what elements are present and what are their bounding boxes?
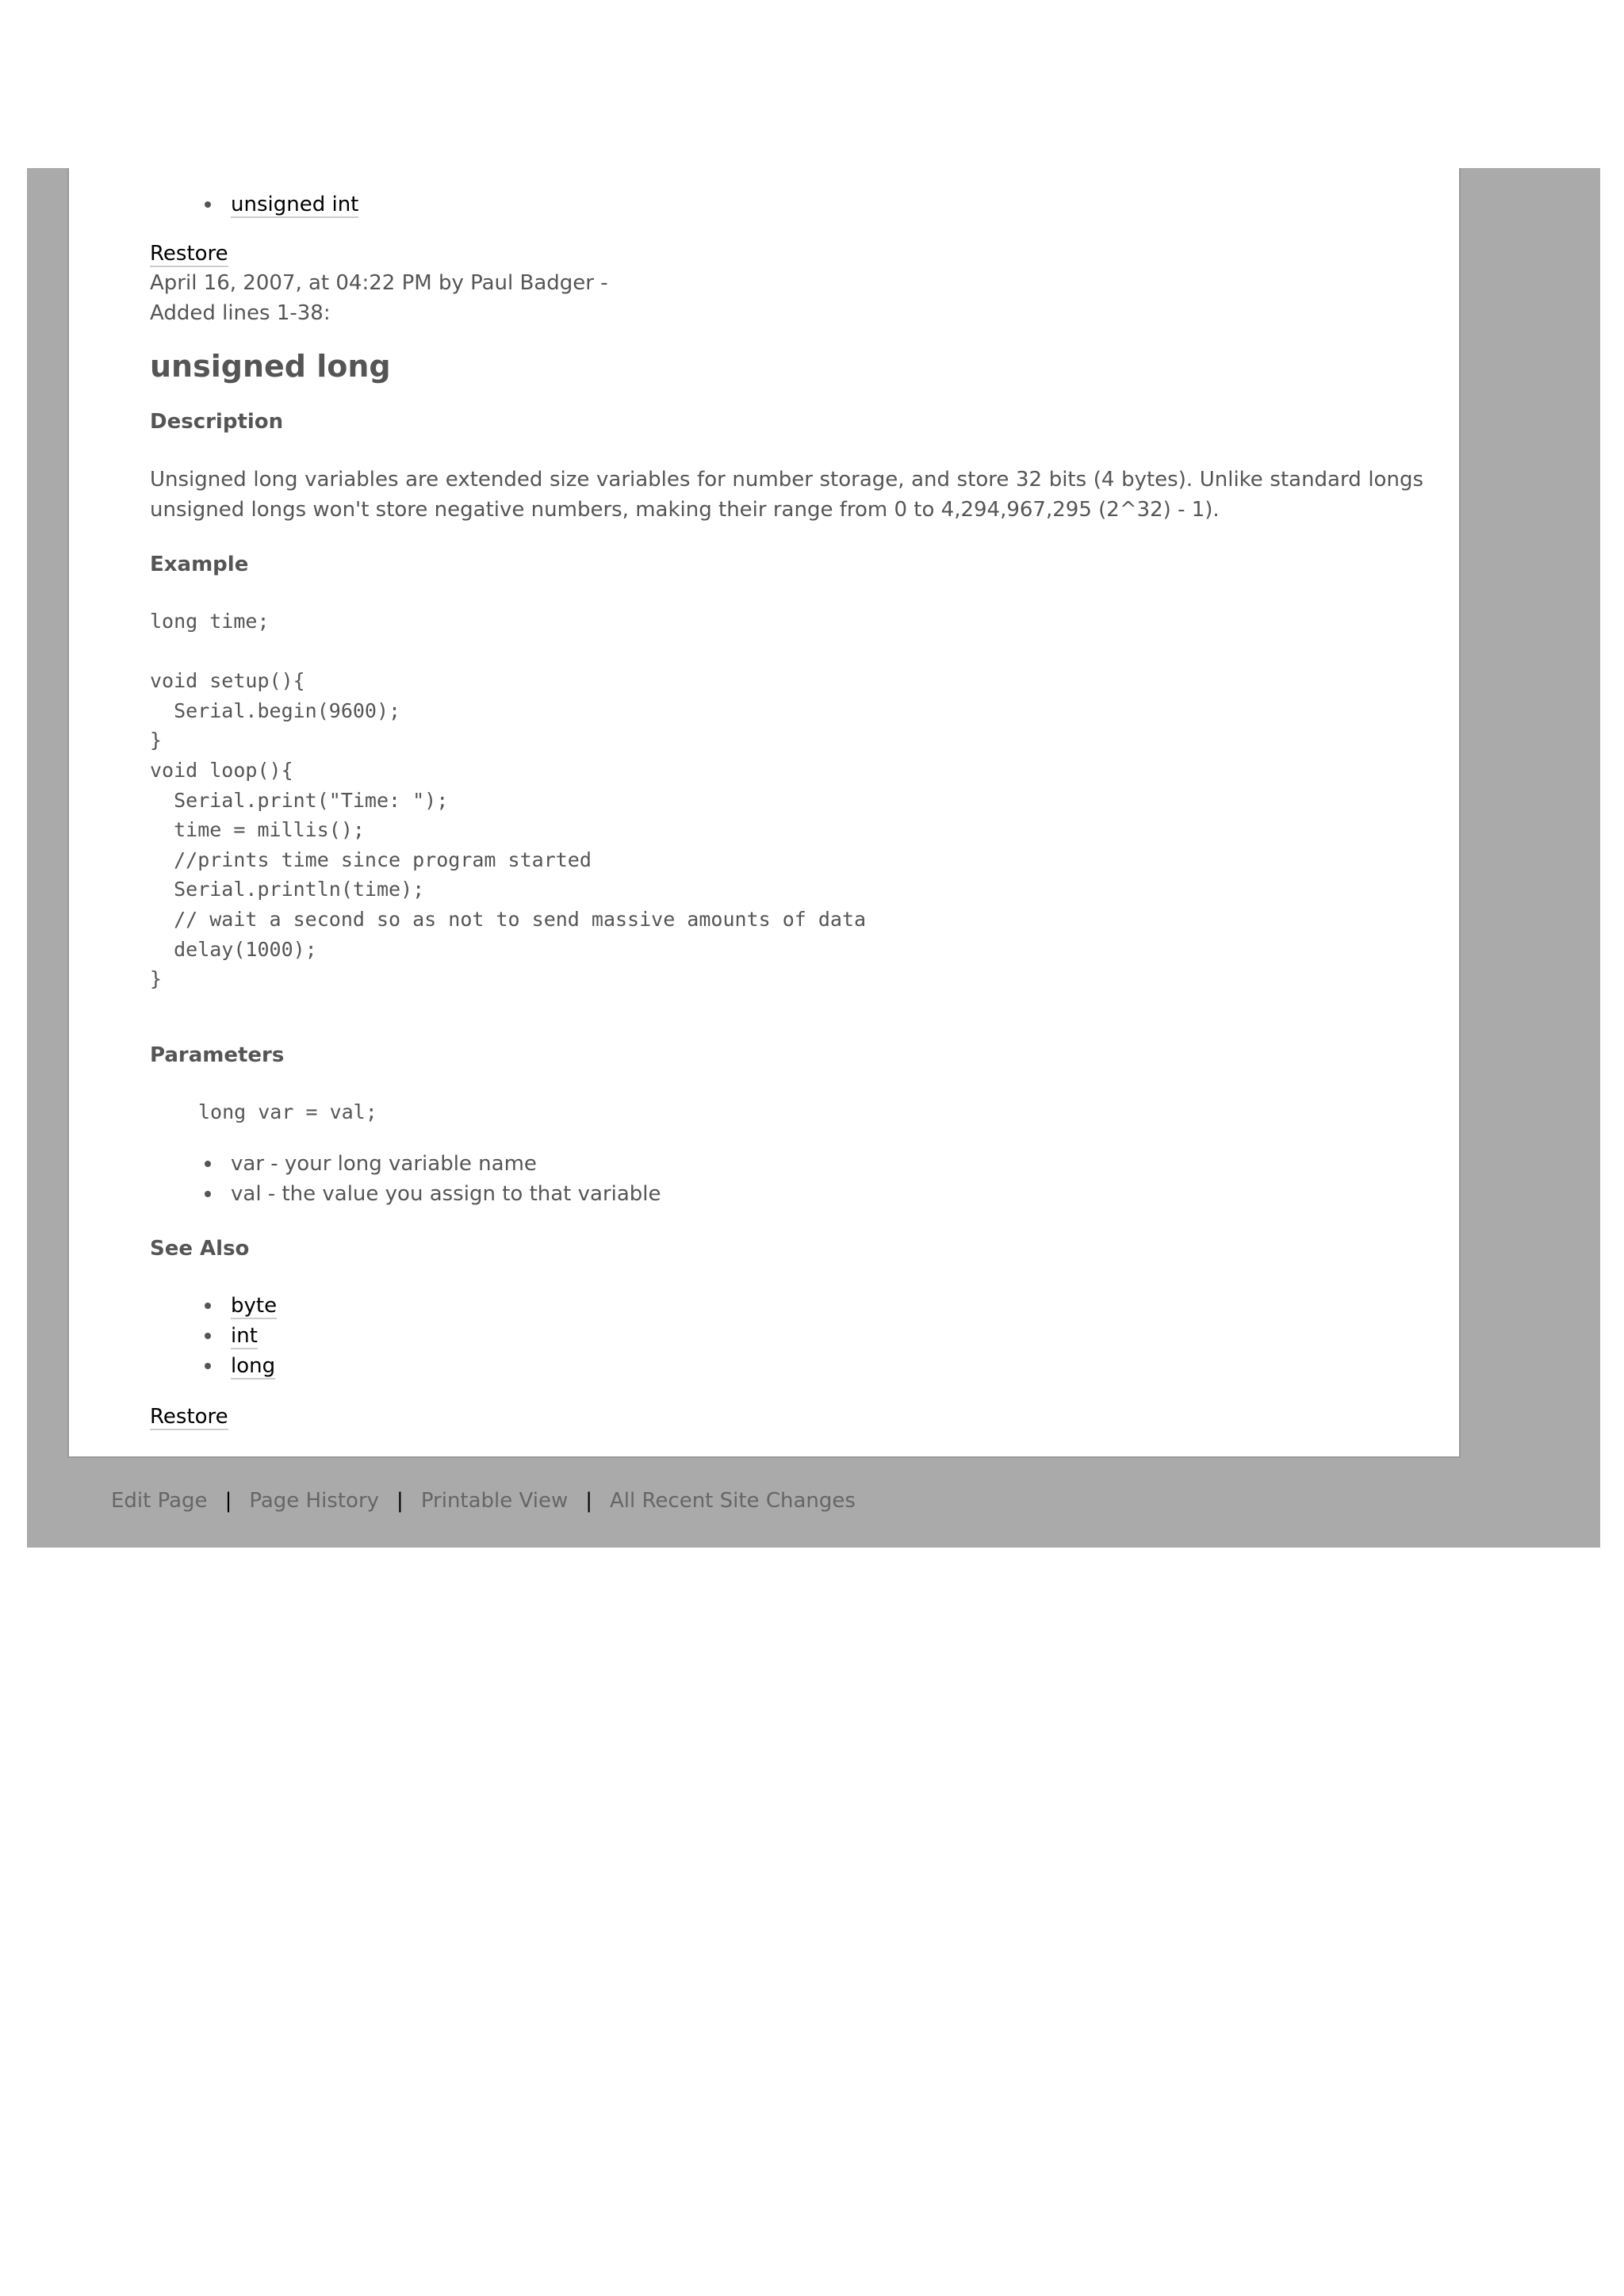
page-history-link[interactable]: Page History [249,1489,380,1513]
parameters-code: long var = val; [198,1100,377,1123]
list-bullet [205,1303,211,1309]
page-title: unsigned long [150,349,391,384]
parameter-item: var - your long variable name [231,1152,537,1176]
list-bullet [205,1161,211,1167]
footer-separator: | [585,1489,593,1513]
example-heading: Example [150,553,249,576]
list-bullet [205,1333,211,1339]
footer-separator: | [224,1489,232,1513]
list-bullet [205,1363,211,1369]
see-also-link-int[interactable]: int [231,1324,258,1348]
list-bullet [205,201,211,208]
revision-added: Added lines 1-38: [150,301,331,325]
revision-meta: April 16, 2007, at 04:22 PM by Paul Badger - [150,271,608,295]
see-also-link-long[interactable]: long [231,1354,276,1378]
list-bullet [205,1191,211,1197]
see-also-heading: See Also [150,1237,250,1261]
description-line-1: Unsigned long variables are extended size variables for number storage, and store 32 bits (4 bytes). Unlike standard longs [150,468,1423,492]
parameter-item: val - the value you assign to that variable [231,1182,661,1206]
footer-separator: | [396,1489,404,1513]
restore-link-top[interactable]: Restore [150,242,228,266]
link-unsigned-int[interactable]: unsigned int [231,193,359,216]
content-panel [67,168,1461,1458]
description-line-2: unsigned longs won't store negative numbers, making their range from 0 to 4,294,967,295 (2^32) - 1). [150,498,1220,522]
footer-nav [111,1489,856,1513]
see-also-link-byte[interactable]: byte [231,1294,278,1318]
description-heading: Description [150,410,284,434]
edit-page-link[interactable]: Edit Page [111,1489,208,1513]
recent-changes-link[interactable]: All Recent Site Changes [610,1489,856,1513]
printable-view-link[interactable]: Printable View [420,1489,569,1513]
parameters-heading: Parameters [150,1043,285,1067]
restore-link-bottom[interactable]: Restore [150,1405,228,1429]
example-code-block: long time; void setup(){ Serial.begin(9600); } void loop(){ Serial.print("Time: "); time = millis(); //prints time since program started Serial.println(time); // wait a second so as not to send massive amounts of data delay(1000); } [150,610,867,991]
